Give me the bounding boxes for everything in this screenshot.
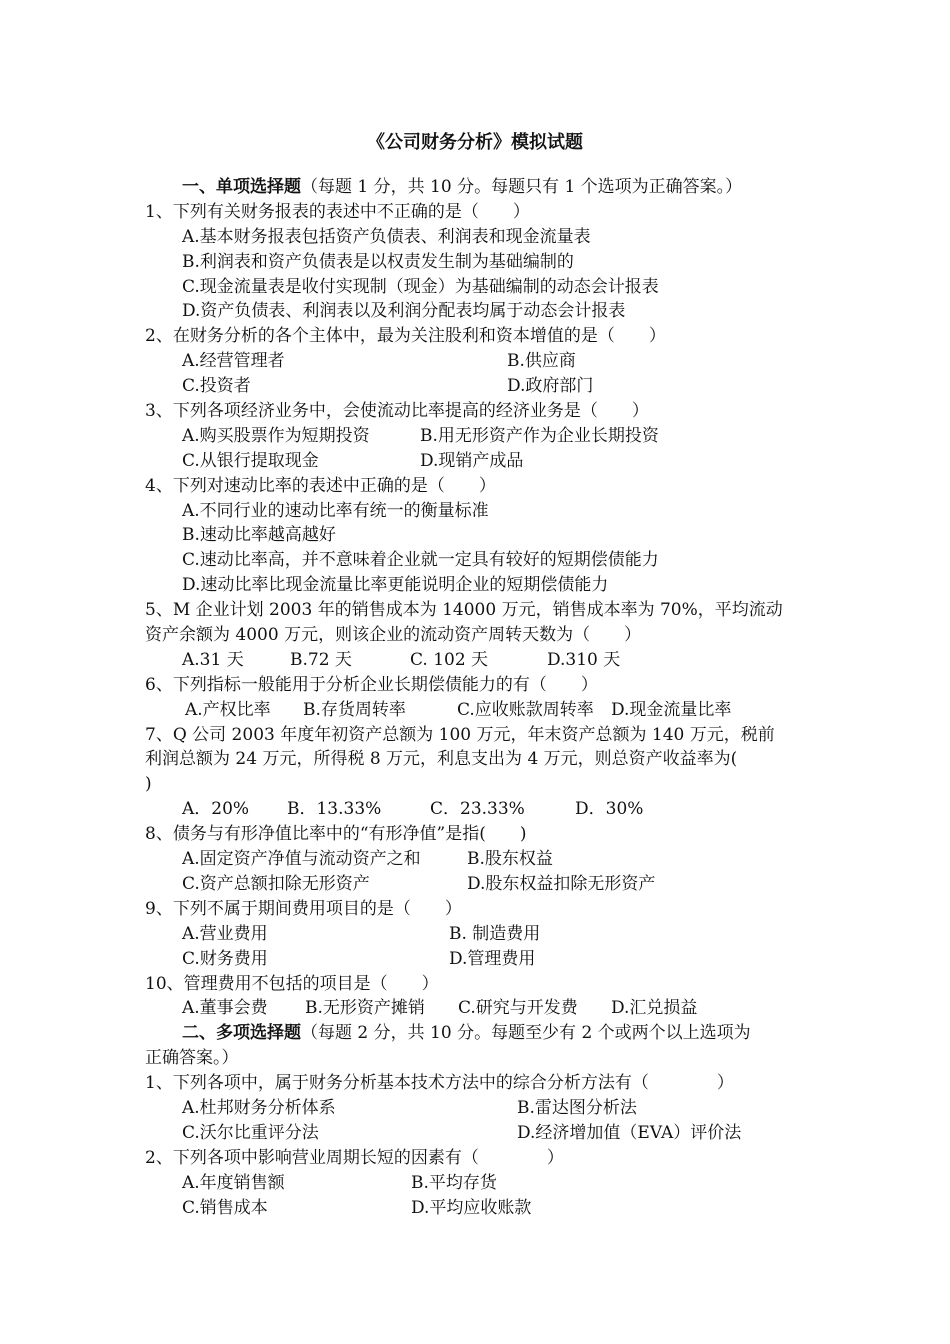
option-a: A.不同行业的速动比率有统一的衡量标准: [182, 500, 489, 521]
option-d: D.310 天: [547, 649, 621, 670]
option-b: B.无形资产摊销: [305, 998, 425, 1019]
question-stem: 1、下列有关财务报表的表述中不正确的是（ ）: [145, 201, 530, 222]
option-a: A．20%: [182, 799, 250, 820]
option-b: B.供应商: [507, 351, 576, 372]
multi-question-1: [145, 1071, 810, 1146]
exam-content: [145, 175, 810, 1220]
option-d: D.速动比率比现金流量比率更能说明企业的短期偿债能力: [182, 575, 609, 596]
question-8: [145, 822, 810, 897]
question-5: [145, 598, 810, 673]
option-d: D．30%: [575, 799, 644, 820]
option-a: A.购买股票作为短期投资: [182, 425, 370, 446]
option-d: D.平均应收账款: [411, 1197, 532, 1218]
question-stem: 6、下列指标一般能用于分析企业长期偿债能力的有（ ）: [145, 674, 598, 695]
option-a: A.固定资产净值与流动资产之和: [182, 849, 421, 870]
question-stem: 10、管理费用不包括的项目是（ ）: [145, 973, 439, 994]
option-b: B.速动比率越高越好: [182, 525, 336, 546]
question-4: [145, 474, 810, 598]
question-2: [145, 324, 810, 399]
section-1-heading: 一、单项选择题: [182, 177, 301, 197]
section-1-note: （每题 1 分，共 10 分。每题只有 1 个选项为正确答案。）: [301, 177, 743, 197]
question-1: [145, 200, 810, 324]
question-stem: 5、M 企业计划 2003 年的销售成本为 14000 万元，销售成本率为 70%，平均流动: [145, 600, 783, 621]
question-stem-cont: ): [145, 774, 152, 795]
option-c: C.现金流量表是收付实现制（现金）为基础编制的动态会计报表: [182, 276, 659, 297]
section-1-header: [145, 175, 810, 200]
option-d: D.经济增加值（EVA）评价法: [517, 1122, 742, 1143]
option-a: A.年度销售额: [182, 1172, 285, 1193]
option-a: A.31 天: [182, 649, 244, 670]
option-b: B.用无形资产作为企业长期投资: [420, 425, 659, 446]
option-d: D.资产负债表、利润表以及利润分配表均属于动态会计报表: [182, 301, 626, 322]
option-c: C. 102 天: [410, 649, 489, 670]
section-2-note: （每题 2 分，共 10 分。每题至少有 2 个或两个以上选项为: [301, 1023, 751, 1044]
option-b: B.72 天: [290, 649, 352, 670]
option-b: B. 制造费用: [449, 923, 541, 944]
question-stem-cont: 资产余额为 4000 万元，则该企业的流动资产周转天数为（ ）: [145, 625, 642, 646]
question-stem: 2、下列各项中影响营业周期长短的因素有（ ）: [145, 1147, 564, 1168]
question-stem: 3、下列各项经济业务中，会使流动比率提高的经济业务是（ ）: [145, 401, 649, 422]
question-6: [145, 673, 810, 723]
section-2-heading: 二、多项选择题: [182, 1023, 301, 1044]
question-stem: 9、下列不属于期间费用项目的是（ ）: [145, 898, 462, 919]
question-7: [145, 723, 810, 823]
option-b: B.利润表和资产负债表是以权责发生制为基础编制的: [182, 251, 574, 272]
option-d: D.股东权益扣除无形资产: [467, 873, 656, 894]
option-b: B.平均存货: [411, 1172, 497, 1193]
option-d: D.管理费用: [449, 948, 536, 969]
option-b: B.存货周转率: [303, 699, 406, 720]
question-stem: 1、下列各项中，属于财务分析基本技术方法中的综合分析方法有（ ）: [145, 1073, 734, 1094]
option-c: C.沃尔比重评分法: [182, 1122, 319, 1143]
question-9: [145, 897, 810, 972]
option-c: C.销售成本: [182, 1197, 268, 1218]
question-stem: 8、债务与有形净值比率中的“有形净值”是指( ): [145, 824, 527, 845]
option-b: B．13.33%: [287, 799, 382, 820]
question-stem: 4、下列对速动比率的表述中正确的是（ ）: [145, 475, 496, 496]
page-title: 《公司财务分析》模拟试题: [367, 132, 583, 153]
option-c: C.研究与开发费: [458, 998, 578, 1019]
option-a: A.经营管理者: [182, 351, 285, 372]
option-c: C.应收账款周转率: [457, 699, 594, 720]
option-a: A.董事会费: [182, 998, 268, 1019]
option-c: C.财务费用: [182, 948, 268, 969]
question-3: [145, 399, 810, 474]
option-c: C.资产总额扣除无形资产: [182, 873, 370, 894]
option-b: B.雷达图分析法: [517, 1097, 637, 1118]
question-stem: 7、Q 公司 2003 年度年初资产总额为 100 万元，年末资产总额为 140 万元，税前: [145, 724, 775, 745]
section-2-header: [145, 1021, 810, 1046]
option-b: B.股东权益: [467, 849, 553, 870]
question-stem: 2、在财务分析的各个主体中，最为关注股利和资本增值的是（ ）: [145, 326, 666, 347]
option-d: D.政府部门: [507, 376, 594, 397]
multi-question-2: [145, 1146, 810, 1221]
section-2-note-cont: 正确答案。）: [145, 1048, 239, 1069]
option-c: C．23.33%: [430, 799, 525, 820]
option-d: D.汇兑损益: [611, 998, 698, 1019]
option-c: C.速动比率高，并不意味着企业就一定具有较好的短期偿债能力: [182, 550, 659, 571]
question-stem-cont: 利润总额为 24 万元，所得税 8 万元，利息支出为 4 万元，则总资产收益率为(: [145, 749, 738, 770]
option-a: A.基本财务报表包括资产负债表、利润表和现金流量表: [182, 226, 591, 247]
option-a: A.杜邦财务分析体系: [182, 1097, 336, 1118]
option-d: D.现金流量比率: [611, 699, 732, 720]
option-d: D.现销产成品: [420, 450, 524, 471]
option-a: A.产权比率: [185, 699, 271, 720]
option-c: C.从银行提取现金: [182, 450, 319, 471]
question-10: [145, 972, 810, 1022]
option-c: C.投资者: [182, 376, 251, 397]
option-a: A.营业费用: [182, 923, 268, 944]
